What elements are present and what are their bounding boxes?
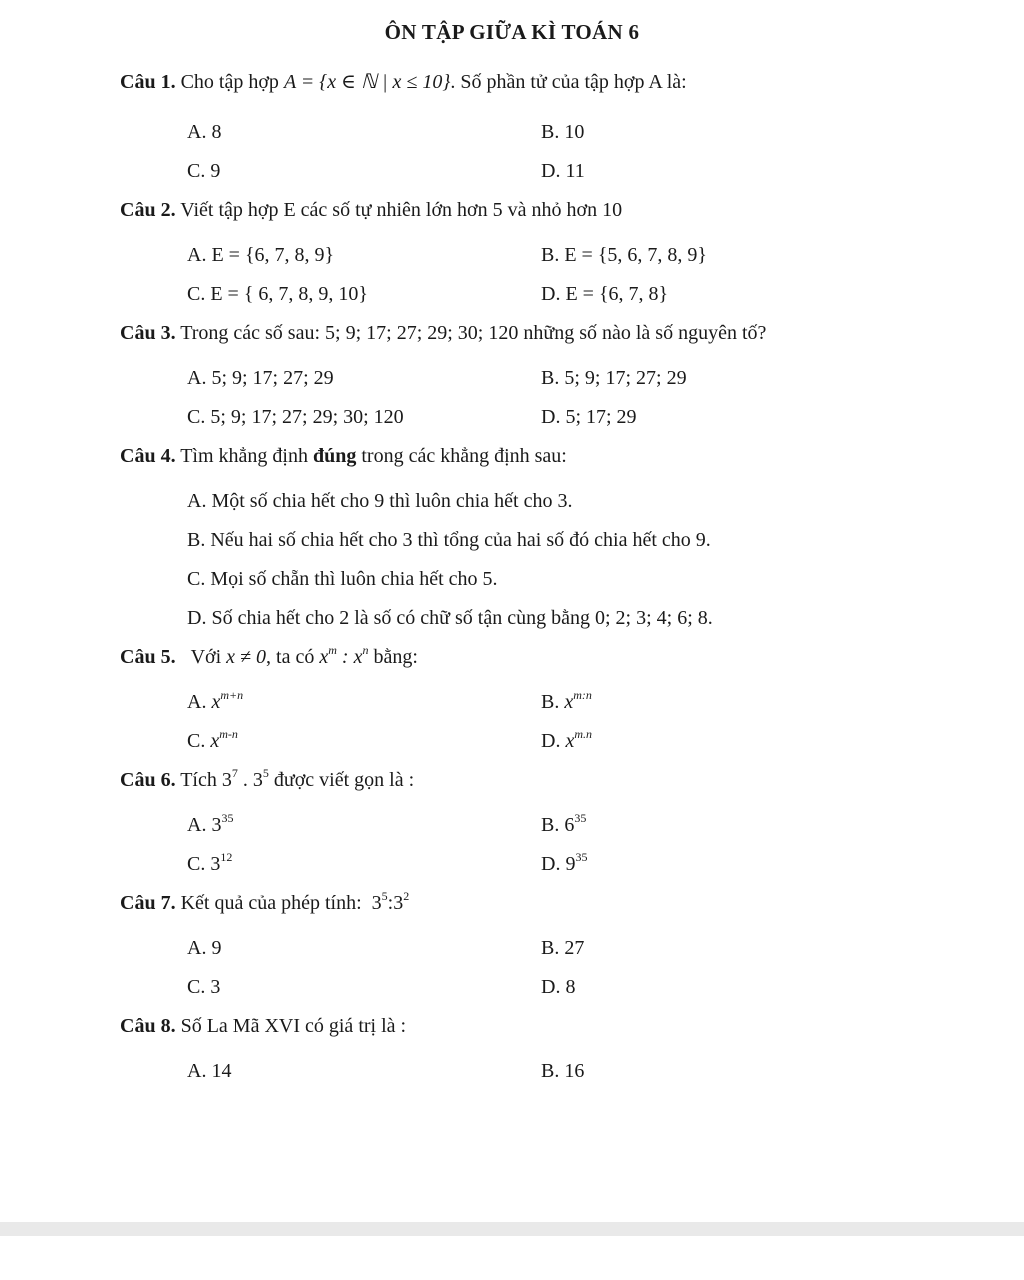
option-c: C. 5; 9; 17; 27; 29; 30; 120 xyxy=(187,406,404,428)
operator: : xyxy=(387,892,394,914)
exponent: 12 xyxy=(220,850,233,864)
power-base: 3 xyxy=(221,769,232,791)
option-a xyxy=(187,688,244,714)
emphasis-word: đúng xyxy=(312,445,357,467)
question-label: Câu 1. xyxy=(120,71,176,93)
question-label: Câu 3. xyxy=(120,322,176,344)
option-a: A. E = {6, 7, 8, 9} xyxy=(187,244,335,266)
option-a: A. 9 xyxy=(187,937,222,959)
power-base: x xyxy=(210,730,220,752)
question-text: Số La Mã XVI có giá trị là : xyxy=(180,1015,407,1037)
power-base: x xyxy=(564,691,574,713)
set-notation: A = {x ∈ ℕ | x ≤ 10} xyxy=(283,71,451,93)
option-b xyxy=(541,688,592,714)
option-b: B. 10 xyxy=(541,121,585,143)
question-label: Câu 2. xyxy=(120,199,176,221)
page-divider xyxy=(0,1222,1024,1236)
option-c: C. Mọi số chẵn thì luôn chia hết cho 5. xyxy=(187,568,498,590)
power-base: 6 xyxy=(564,814,575,836)
question-5 xyxy=(120,643,418,669)
power-base: x xyxy=(353,646,363,668)
exponent: m-n xyxy=(219,727,238,741)
option-a xyxy=(187,811,234,837)
question-label: Câu 6. xyxy=(120,769,176,791)
option-b: B. 27 xyxy=(541,937,585,959)
option-a: A. Một số chia hết cho 9 thì luôn chia hết cho 3. xyxy=(187,490,573,512)
option-letter: A. xyxy=(187,814,207,836)
exponent: m:n xyxy=(573,688,592,702)
power-base: 3 xyxy=(252,769,263,791)
option-b: B. 16 xyxy=(541,1060,585,1082)
question-text-end: bằng: xyxy=(368,646,418,668)
option-d: D. Số chia hết cho 2 là số có chữ số tận cùng bằng 0; 2; 3; 4; 6; 8. xyxy=(187,607,713,629)
question-text: Kết quả của phép tính: xyxy=(180,892,362,914)
option-d: D. 5; 17; 29 xyxy=(541,406,637,428)
option-d: D. 11 xyxy=(541,160,585,182)
question-text-mid: , ta có xyxy=(266,646,320,668)
power-base: 9 xyxy=(565,853,576,875)
option-letter: B. xyxy=(541,814,560,836)
power-base: 3 xyxy=(393,892,404,914)
question-text: Tích xyxy=(180,769,222,791)
power-base: x xyxy=(565,730,575,752)
question-2 xyxy=(120,199,622,222)
question-label: Câu 8. xyxy=(120,1015,176,1037)
option-a: A. 14 xyxy=(187,1060,232,1082)
option-d: D. E = {6, 7, 8} xyxy=(541,283,669,305)
option-letter: C. xyxy=(187,730,206,752)
question-text: Trong các số sau: 5; 9; 17; 27; 29; 30; 120 những số nào là số nguyên tố? xyxy=(180,322,767,344)
exponent: n xyxy=(362,643,369,657)
question-text-end: trong các khẳng định sau: xyxy=(356,445,567,467)
question-1 xyxy=(120,69,687,94)
condition: x ≠ 0 xyxy=(226,646,267,668)
question-4 xyxy=(120,445,567,468)
power-base: 3 xyxy=(371,892,382,914)
option-letter: A. xyxy=(187,691,207,713)
power-base: 3 xyxy=(211,814,222,836)
exponent: m.n xyxy=(574,727,593,741)
exponent: 7 xyxy=(231,766,238,780)
option-c: C. 9 xyxy=(187,160,221,182)
page-title: ÔN TẬP GIỮA KÌ TOÁN 6 xyxy=(384,20,640,44)
exponent: 35 xyxy=(575,850,588,864)
question-text-end: được viết gọn là : xyxy=(268,769,415,791)
option-letter: D. xyxy=(541,853,561,875)
option-c xyxy=(187,850,233,876)
exponent: 35 xyxy=(221,811,234,825)
question-label: Câu 5. xyxy=(120,646,176,668)
question-text: Cho tập hợp xyxy=(180,71,284,93)
question-8 xyxy=(120,1015,406,1038)
next-page-area xyxy=(0,1236,1024,1280)
question-text-end: . Số phần tử của tập hợp A là: xyxy=(450,71,687,93)
power-base: x xyxy=(211,691,221,713)
exponent: m+n xyxy=(220,688,244,702)
option-a: A. 5; 9; 17; 27; 29 xyxy=(187,367,334,389)
option-c xyxy=(187,727,238,753)
exponent: m xyxy=(328,643,337,657)
operator: : xyxy=(336,646,354,668)
question-text: Viết tập hợp E các số tự nhiên lớn hơn 5 và nhỏ hơn 10 xyxy=(180,199,623,221)
option-b: B. 5; 9; 17; 27; 29 xyxy=(541,367,687,389)
option-a: A. 8 xyxy=(187,121,222,143)
option-letter: B. xyxy=(541,691,560,713)
power-base: x xyxy=(319,646,329,668)
operator: . xyxy=(237,769,253,791)
exponent: 5 xyxy=(381,889,388,903)
question-7 xyxy=(120,889,410,915)
option-b: B. Nếu hai số chia hết cho 3 thì tổng của hai số đó chia hết cho 9. xyxy=(187,529,711,551)
question-label: Câu 4. xyxy=(120,445,176,467)
option-c: C. E = { 6, 7, 8, 9, 10} xyxy=(187,283,369,305)
question-text: Với xyxy=(190,646,227,668)
question-6 xyxy=(120,766,415,792)
option-d xyxy=(541,850,588,876)
question-label: Câu 7. xyxy=(120,892,176,914)
option-d xyxy=(541,727,593,753)
exponent: 2 xyxy=(403,889,410,903)
exponent: 35 xyxy=(574,811,587,825)
question-text: Tìm khẳng định xyxy=(180,445,313,467)
question-3 xyxy=(120,322,766,345)
option-letter: D. xyxy=(541,730,561,752)
option-d: D. 8 xyxy=(541,976,576,998)
option-c: C. 3 xyxy=(187,976,221,998)
option-letter: C. xyxy=(187,853,206,875)
power-base: 3 xyxy=(210,853,221,875)
option-b: B. E = {5, 6, 7, 8, 9} xyxy=(541,244,708,266)
option-b xyxy=(541,811,587,837)
exponent: 5 xyxy=(262,766,269,780)
